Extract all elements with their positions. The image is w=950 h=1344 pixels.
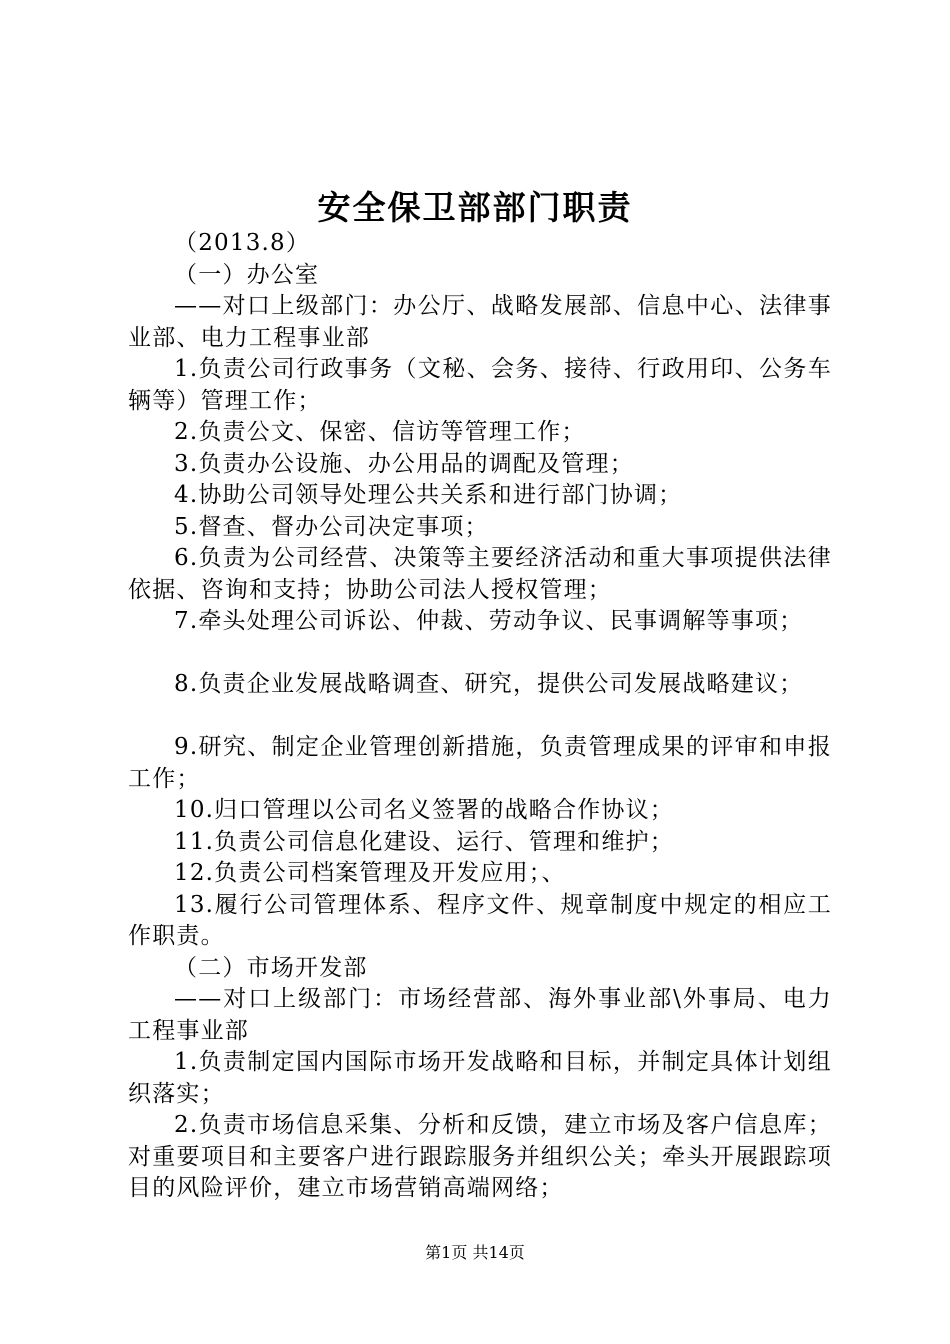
paragraph: 11.负责公司信息化建设、运行、管理和维护；	[174, 828, 674, 855]
paragraph: 5.督查、督办公司决定事项；	[174, 513, 489, 540]
document-body	[128, 228, 832, 1205]
paragraph: 9.研究、制定企业管理创新措施，负责管理成果的评审和申报工作；	[128, 734, 832, 792]
paragraph: 8.负责企业发展战略调查、研究，提供公司发展战略建议；	[174, 671, 804, 697]
paragraph: 6.负责为公司经营、决策等主要经济活动和重大事项提供法律依据、咨询和支持；协助公司法人授权管理；	[128, 545, 832, 603]
paragraph: 12.负责公司档案管理及开发应用；、	[174, 860, 566, 886]
page-title: 安全保卫部部门职责	[317, 188, 633, 227]
page-footer: 第1页 共14页	[425, 1243, 525, 1262]
date-line: （2013.8）	[174, 230, 311, 256]
paragraph: 1.负责公司行政事务（文秘、会务、接待、行政用印、公务车辆等）管理工作；	[128, 356, 832, 414]
section-heading-office: （一）办公室	[174, 261, 320, 288]
section-heading-market: （二）市场开发部	[174, 954, 368, 981]
paragraph: 3.负责办公设施、办公用品的调配及管理；	[174, 450, 634, 477]
paragraph: 4.协助公司领导处理公共关系和进行部门协调；	[174, 482, 683, 508]
paragraph: 2.负责市场信息采集、分析和反馈，建立市场及客户信息库；对重要项目和主要客户进行跟踪服务并组织公关；牵头开展跟踪项目的风险评价，建立市场营销高端网络；	[128, 1112, 832, 1201]
paragraph: ——对口上级部门：办公厅、战略发展部、信息中心、法律事业部、电力工程事业部	[128, 293, 832, 351]
paragraph: 2.负责公文、保密、信访等管理工作；	[174, 419, 586, 445]
paragraph: ——对口上级部门：市场经营部、海外事业部\外事局、电力工程事业部	[128, 986, 832, 1044]
paragraph: 7.牵头处理公司诉讼、仲裁、劳动争议、民事调解等事项；	[174, 608, 804, 634]
paragraph: 13.履行公司管理体系、程序文件、规章制度中规定的相应工作职责。	[128, 891, 832, 949]
paragraph: 1.负责制定国内国际市场开发战略和目标，并制定具体计划组织落实；	[128, 1049, 832, 1107]
paragraph: 10.归口管理以公司名义签署的战略合作协议；	[174, 797, 674, 823]
